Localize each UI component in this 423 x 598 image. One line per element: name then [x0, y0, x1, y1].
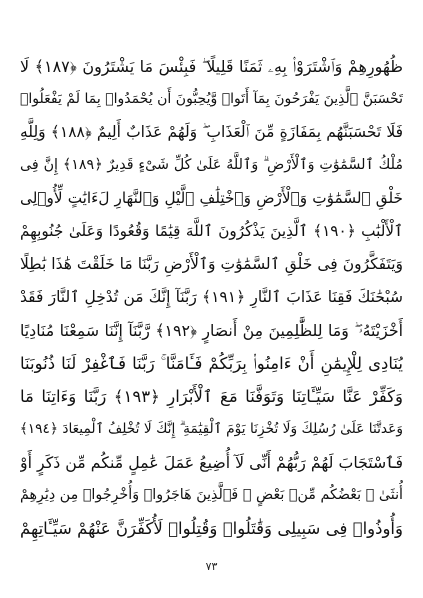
text-line: فَٱسْتَجَابَ لَهُمْ رَبُّهُمْ أَنِّى لَآ أُضِيعُ عَمَلَ عَٰمِلٍ مِّنكُم مِّن ذَكَرٍ أَوْ — [20, 453, 403, 472]
text-line: خَلْقِ ٱلسَّمَٰوَٰتِ وَٱلْأَرْضِ وَٱخْتِلَٰفِ ٱلَّيْلِ وَٱلنَّهَارِ لَءَايَٰتٍ لِّأُو۟لِى — [20, 189, 403, 207]
text-line: سُبْحَٰنَكَ فَقِنَا عَذَابَ ٱلنَّارِ ﴿١٩١﴾ رَبَّنَآ إِنَّكَ مَن تُدْخِلِ ٱلنَّارَ فَقَدْ — [20, 288, 403, 306]
text-line: ٱلْأَلْبَٰبِ ﴿١٩٠﴾ ٱلَّذِينَ يَذْكُرُونَ ٱللَّهَ قِيَٰمًا وَقُعُودًا وَعَلَىٰ جُنُوبِهِمْ — [20, 222, 403, 240]
text-line: ظُهُورِهِمْ وَٱشْتَرَوْا۟ بِهِۦ ثَمَنًا قَلِيلًا ۖ فَبِئْسَ مَا يَشْتَرُونَ ﴿١٨٧﴾ لَا — [20, 57, 403, 76]
text-line: يُنَادِى لِلْإِيمَٰنِ أَنْ ءَامِنُوا۟ بِرَبِّكُمْ فَـَٔامَنَّا ۚ رَبَّنَا فَٱغْفِرْ لَنَا ذُنُوبَنَا — [20, 354, 403, 373]
text-line: وَعَدتَّنَا عَلَىٰ رُسُلِكَ وَلَا تُخْزِنَا يَوْمَ ٱلْقِيَٰمَةِ ۗ إِنَّكَ لَا تُخْلِفُ ٱلْمِيعَادَ ﴿١٩٤﴾ — [20, 421, 403, 437]
text-line: وَكَفِّرْ عَنَّا سَيِّـَٔاتِنَا وَتَوَفَّنَا مَعَ ٱلْأَبْرَارِ ﴿١٩٣﴾ رَبَّنَا وَءَاتِنَا مَا — [20, 387, 403, 406]
text-line: أُنثَىٰ ۖ بَعْضُكُم مِّنۢ بَعْضٍ ۖ فَٱلَّذِينَ هَاجَرُوا۟ وَأُخْرِجُوا۟ مِن دِيَٰرِهِمْ — [20, 487, 403, 503]
text-line: مُلْكُ ٱلسَّمَٰوَٰتِ وَٱلْأَرْضِ ۗ وَٱللَّهُ عَلَىٰ كُلِّ شَىْءٍ قَدِيرٌ ﴿١٨٩﴾ إِنَّ فِى — [20, 157, 403, 173]
text-line: وَأُوذُوا۟ فِى سَبِيلِى وَقَٰتَلُوا۟ وَقُتِلُوا۟ لَأُكَفِّرَنَّ عَنْهُمْ سَيِّـَٔاتِهِمْ — [20, 519, 403, 538]
text-line: فَلَا تَحْسَبَنَّهُم بِمَفَازَةٍ مِّنَ ٱلْعَذَابِ ۖ وَلَهُمْ عَذَابٌ أَلِيمٌ ﴿١٨٨﴾ وَلِلَّهِ — [20, 123, 403, 141]
text-line: تَحْسَبَنَّ ٱلَّذِينَ يَفْرَحُونَ بِمَآ أَتَوا۟ وَّيُحِبُّونَ أَن يُحْمَدُوا۟ بِمَا لَمْ يَفْعَلُوا۟ — [20, 91, 403, 107]
page-number: ٧٣ — [205, 560, 218, 573]
text-line: أَخْزَيْتَهُۥ ۖ وَمَا لِلظَّٰلِمِينَ مِنْ أَنصَارٍ ﴿١٩٢﴾ رَّبَّنَآ إِنَّنَا سَمِعْنَا مُنَادِيًا — [20, 321, 403, 340]
verse-text-block — [20, 50, 403, 545]
text-line: وَيَتَفَكَّرُونَ فِى خَلْقِ ٱلسَّمَٰوَٰتِ وَٱلْأَرْضِ رَبَّنَا مَا خَلَقْتَ هَٰذَا بَٰطِلًا — [20, 255, 403, 273]
